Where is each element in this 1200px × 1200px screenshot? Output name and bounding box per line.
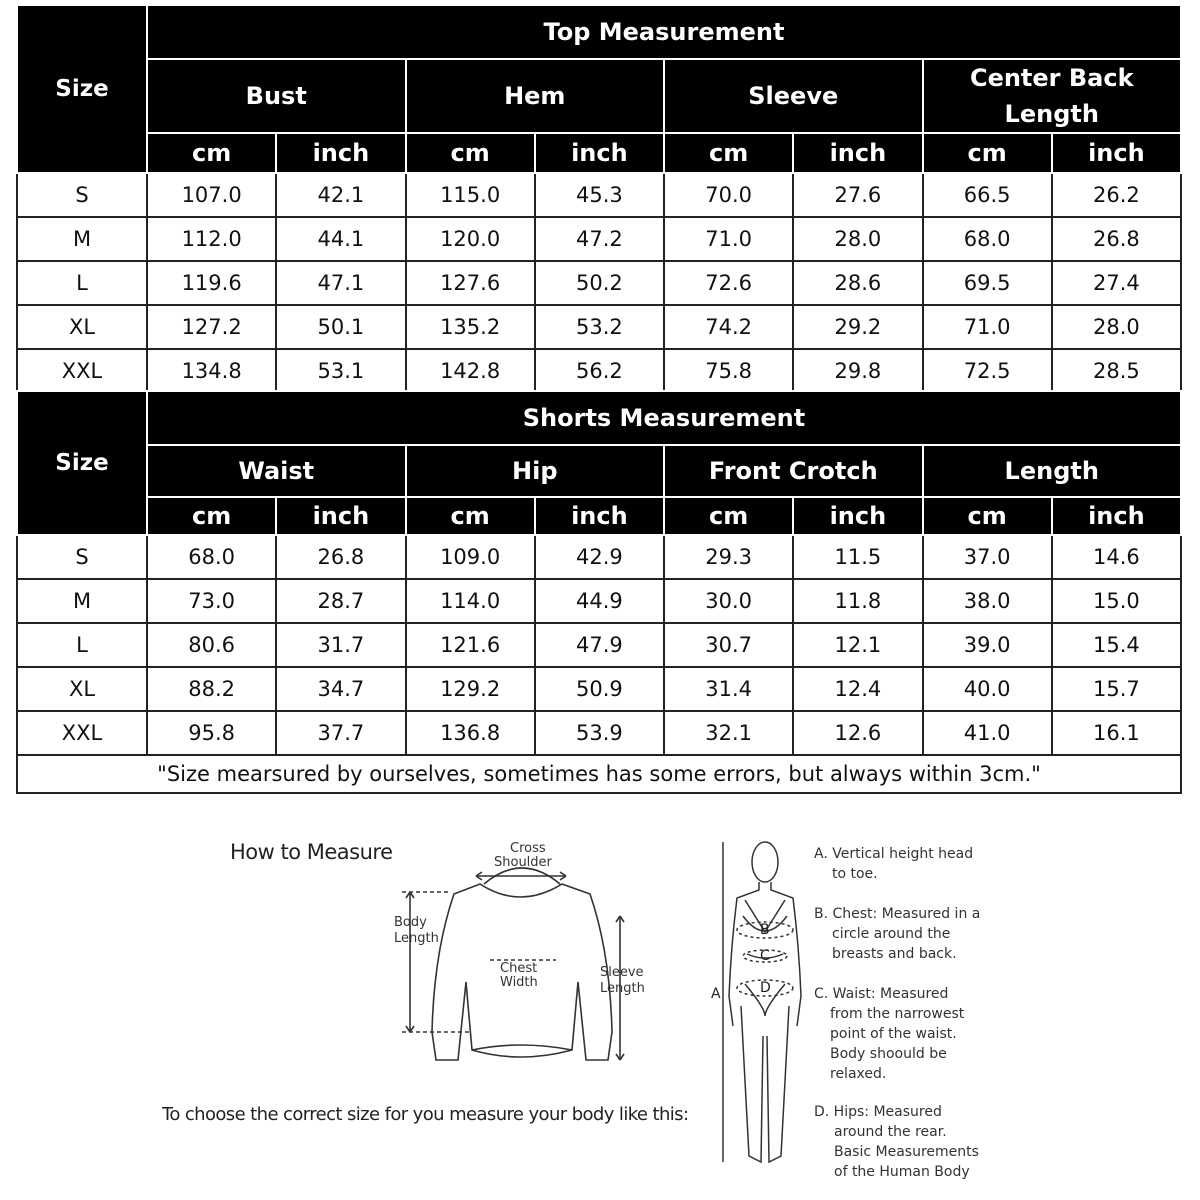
legend-line: around the rear. — [834, 1124, 947, 1140]
group-header-center-back-length: Center Back Length — [923, 59, 1182, 133]
unit-header-inch: inch — [793, 497, 922, 535]
top-measurement-table — [16, 4, 1182, 394]
group-header-sleeve: Sleeve — [664, 59, 923, 133]
value-cell: 50.2 — [535, 261, 664, 305]
group-header-hem: Hem — [406, 59, 665, 133]
table-row — [17, 305, 1181, 349]
value-cell: 56.2 — [535, 349, 664, 393]
size-cell: M — [17, 217, 147, 261]
value-cell: 120.0 — [406, 217, 535, 261]
value-cell: 68.0 — [923, 217, 1052, 261]
table-row — [17, 535, 1181, 579]
value-cell: 88.2 — [147, 667, 276, 711]
cross-shoulder-label: Shoulder — [494, 855, 552, 870]
value-cell: 71.0 — [923, 305, 1052, 349]
legend-line: Basic Measurements — [834, 1144, 979, 1160]
value-cell: 28.5 — [1052, 349, 1181, 393]
legend-d — [814, 1102, 1004, 1182]
table-row — [17, 173, 1181, 217]
value-cell: 15.0 — [1052, 579, 1181, 623]
unit-header-cm: cm — [923, 497, 1052, 535]
unit-header-inch: inch — [1052, 497, 1181, 535]
value-cell: 53.9 — [535, 711, 664, 755]
value-cell: 12.4 — [793, 667, 922, 711]
table-row — [17, 217, 1181, 261]
value-cell: 38.0 — [923, 579, 1052, 623]
size-cell: S — [17, 173, 147, 217]
figure-letter-c: C — [760, 948, 770, 964]
legend-line: of the Human Body — [834, 1164, 970, 1180]
value-cell: 37.7 — [276, 711, 405, 755]
group-header-waist: Waist — [147, 445, 406, 497]
table-row — [17, 623, 1181, 667]
figure-letter-a: A — [711, 986, 721, 1002]
value-cell: 45.3 — [535, 173, 664, 217]
value-cell: 112.0 — [147, 217, 276, 261]
value-cell: 11.5 — [793, 535, 922, 579]
table-title: Shorts Measurement — [147, 391, 1181, 445]
value-cell: 75.8 — [664, 349, 793, 393]
value-cell: 28.0 — [1052, 305, 1181, 349]
value-cell: 41.0 — [923, 711, 1052, 755]
value-cell: 29.2 — [793, 305, 922, 349]
value-cell: 73.0 — [147, 579, 276, 623]
table-row — [17, 261, 1181, 305]
unit-header-cm: cm — [147, 133, 276, 173]
value-cell: 68.0 — [147, 535, 276, 579]
unit-header-cm: cm — [406, 133, 535, 173]
value-cell: 53.2 — [535, 305, 664, 349]
figure-letter-d: D — [760, 980, 771, 996]
value-cell: 80.6 — [147, 623, 276, 667]
table-row — [17, 667, 1181, 711]
cross-shoulder-label: Cross — [510, 841, 546, 856]
body-length-label: Length — [394, 931, 439, 946]
value-cell: 69.5 — [923, 261, 1052, 305]
value-cell: 47.9 — [535, 623, 664, 667]
size-cell: XL — [17, 667, 147, 711]
value-cell: 136.8 — [406, 711, 535, 755]
legend-a — [814, 844, 1004, 884]
unit-header-inch: inch — [793, 133, 922, 173]
value-cell: 53.1 — [276, 349, 405, 393]
unit-header-cm: cm — [923, 133, 1052, 173]
value-cell: 14.6 — [1052, 535, 1181, 579]
garment-diagram — [380, 832, 670, 1072]
size-cell: S — [17, 535, 147, 579]
value-cell: 119.6 — [147, 261, 276, 305]
value-cell: 42.1 — [276, 173, 405, 217]
value-cell: 50.1 — [276, 305, 405, 349]
unit-header-inch: inch — [276, 133, 405, 173]
value-cell: 47.2 — [535, 217, 664, 261]
value-cell: 42.9 — [535, 535, 664, 579]
value-cell: 28.6 — [793, 261, 922, 305]
unit-header-cm: cm — [664, 497, 793, 535]
group-header-bust: Bust — [147, 59, 406, 133]
value-cell: 134.8 — [147, 349, 276, 393]
legend-line: C. Waist: Measured — [814, 986, 949, 1002]
legend-line: relaxed. — [830, 1066, 887, 1082]
group-header-front-crotch: Front Crotch — [664, 445, 923, 497]
sleeve-length-label: Length — [600, 981, 645, 996]
value-cell: 47.1 — [276, 261, 405, 305]
legend-line: circle around the — [832, 926, 951, 942]
how-to-measure-heading: How to Measure — [230, 840, 393, 864]
sleeve-length-label: Sleeve — [600, 965, 644, 980]
legend-b — [814, 904, 1004, 964]
legend-line: breasts and back. — [832, 946, 957, 962]
table-row — [17, 579, 1181, 623]
value-cell: 66.5 — [923, 173, 1052, 217]
value-cell: 15.7 — [1052, 667, 1181, 711]
size-header: Size — [17, 5, 147, 173]
unit-header-inch: inch — [535, 133, 664, 173]
value-cell: 50.9 — [535, 667, 664, 711]
value-cell: 27.4 — [1052, 261, 1181, 305]
value-cell: 74.2 — [664, 305, 793, 349]
value-cell: 142.8 — [406, 349, 535, 393]
size-cell: M — [17, 579, 147, 623]
chest-width-label: Width — [500, 975, 538, 990]
size-cell: XL — [17, 305, 147, 349]
value-cell: 31.4 — [664, 667, 793, 711]
value-cell: 70.0 — [664, 173, 793, 217]
value-cell: 16.1 — [1052, 711, 1181, 755]
size-cell: L — [17, 261, 147, 305]
value-cell: 114.0 — [406, 579, 535, 623]
value-cell: 32.1 — [664, 711, 793, 755]
legend-line: point of the waist. — [830, 1026, 957, 1042]
body-length-label: Body — [394, 915, 427, 930]
value-cell: 135.2 — [406, 305, 535, 349]
value-cell: 34.7 — [276, 667, 405, 711]
value-cell: 30.7 — [664, 623, 793, 667]
value-cell: 71.0 — [664, 217, 793, 261]
value-cell: 44.9 — [535, 579, 664, 623]
chest-width-label: Chest — [500, 961, 538, 976]
value-cell: 12.1 — [793, 623, 922, 667]
size-cell: XXL — [17, 349, 147, 393]
legend-line: Body shoould be — [830, 1046, 947, 1062]
legend-line: to toe. — [832, 866, 878, 882]
group-header-length: Length — [923, 445, 1182, 497]
value-cell: 28.7 — [276, 579, 405, 623]
value-cell: 15.4 — [1052, 623, 1181, 667]
measure-instruction: To choose the correct size for you measure your body like this: — [162, 1104, 689, 1125]
value-cell: 127.6 — [406, 261, 535, 305]
unit-header-inch: inch — [1052, 133, 1181, 173]
value-cell: 37.0 — [923, 535, 1052, 579]
shorts-measurement-table — [16, 390, 1182, 756]
value-cell: 26.8 — [276, 535, 405, 579]
value-cell: 29.8 — [793, 349, 922, 393]
group-header-hip: Hip — [406, 445, 665, 497]
unit-header-inch: inch — [276, 497, 405, 535]
value-cell: 72.5 — [923, 349, 1052, 393]
legend-line: from the narrowest — [830, 1006, 965, 1022]
measurement-note: "Size mearsured by ourselves, sometimes has some errors, but always within 3cm." — [16, 754, 1182, 794]
value-cell: 26.8 — [1052, 217, 1181, 261]
unit-header-cm: cm — [406, 497, 535, 535]
value-cell: 39.0 — [923, 623, 1052, 667]
size-header: Size — [17, 391, 147, 535]
value-cell: 44.1 — [276, 217, 405, 261]
unit-header-cm: cm — [147, 497, 276, 535]
value-cell: 12.6 — [793, 711, 922, 755]
unit-header-cm: cm — [664, 133, 793, 173]
value-cell: 28.0 — [793, 217, 922, 261]
value-cell: 72.6 — [664, 261, 793, 305]
value-cell: 31.7 — [276, 623, 405, 667]
legend-line: A. Vertical height head — [814, 846, 974, 862]
value-cell: 127.2 — [147, 305, 276, 349]
value-cell: 121.6 — [406, 623, 535, 667]
value-cell: 107.0 — [147, 173, 276, 217]
value-cell: 30.0 — [664, 579, 793, 623]
value-cell: 115.0 — [406, 173, 535, 217]
legend-line: B. Chest: Measured in a — [814, 906, 981, 922]
value-cell: 27.6 — [793, 173, 922, 217]
value-cell: 95.8 — [147, 711, 276, 755]
value-cell: 26.2 — [1052, 173, 1181, 217]
legend-c — [814, 984, 1004, 1084]
value-cell: 40.0 — [923, 667, 1052, 711]
unit-header-inch: inch — [535, 497, 664, 535]
size-cell: XXL — [17, 711, 147, 755]
body-figure-diagram — [705, 836, 810, 1186]
size-cell: L — [17, 623, 147, 667]
figure-letter-b: B — [760, 922, 770, 938]
value-cell: 129.2 — [406, 667, 535, 711]
table-row — [17, 711, 1181, 755]
value-cell: 109.0 — [406, 535, 535, 579]
value-cell: 11.8 — [793, 579, 922, 623]
table-title: Top Measurement — [147, 5, 1181, 59]
table-row — [17, 349, 1181, 393]
legend-line: D. Hips: Measured — [814, 1104, 942, 1120]
value-cell: 29.3 — [664, 535, 793, 579]
